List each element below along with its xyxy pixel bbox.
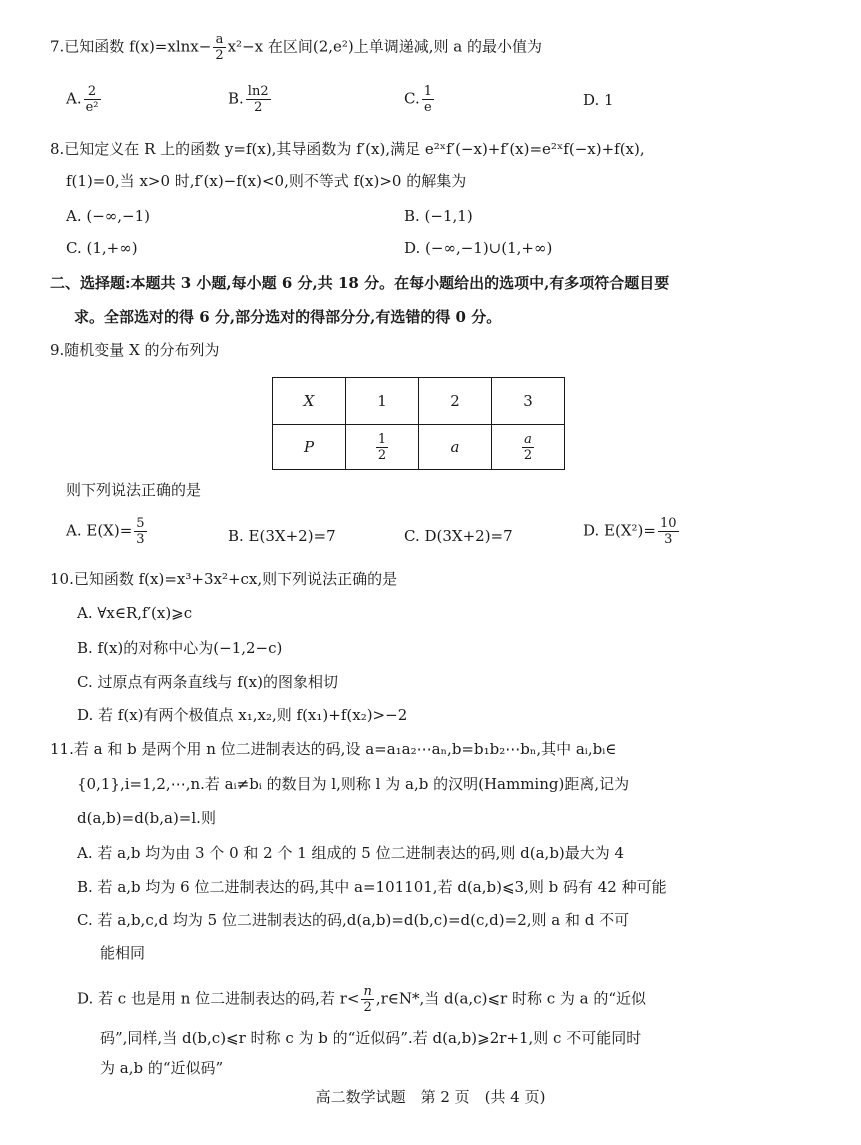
q7-stem-frac-num: a [213,32,225,48]
table-cell-x3: 3 [492,378,565,425]
q8-line1: 8.已知定义在 R 上的函数 y=f(x),其导函数为 f′(x),满足 e²ˣf′(−x)+f′(x)=e²ˣf(−x)+f(x), [50,140,645,158]
q7-option-a [66,84,103,115]
distribution-table [272,377,565,470]
q7-stem-frac-den: 2 [215,48,224,63]
q7-stem-rest: x²−x 在区间(2,e²)上单调递减,则 a 的最小值为 [227,37,543,56]
q7-option-a-num: 2 [84,84,101,100]
q11-option-c-line1: C. 若 a,b,c,d 均为 5 位二进制表达的码,d(a,b)=d(b,c)=d(c,d)=2,则 a 和 d 不可 [77,911,630,929]
table-cell-x2: 2 [419,378,492,425]
q7-option-c [404,84,436,115]
table-cell-p2: a [419,425,492,470]
q7-option-b-fraction [246,84,271,115]
q11-option-b: B. 若 a,b 均为 6 位二进制表达的码,其中 a=101101,若 d(a,b)⩽3,则 b 码有 42 种可能 [77,878,667,896]
q9-after: 则下列说法正确的是 [66,481,202,499]
q7-option-c-den: e [424,100,432,115]
q9-option-d-fraction [658,516,679,547]
q9-option-a-num: 5 [136,516,145,531]
q8-line2: f(1)=0,当 x>0 时,f′(x)−f(x)<0,则不等式 f(x)>0 的解集为 [66,172,467,190]
q9-stem: 9.随机变量 X 的分布列为 [50,341,220,359]
q7-option-a-label: A. [66,89,82,108]
q11-option-d-den: 2 [363,1000,372,1015]
q11-option-d-line1 [77,984,646,1015]
q11-option-d-pre: D. 若 c 也是用 n 位二进制表达的码,若 r< [77,989,360,1008]
q11-option-d-post: ,r∈N*,当 d(a,c)⩽r 时称 c 为 a 的“近似 [375,989,647,1008]
p3-num: a [522,432,534,448]
q9-option-b: B. E(3X+2)=7 [228,527,336,545]
q7-option-b-num: ln2 [247,84,269,99]
table-cell-p-label: P [273,425,346,470]
q7-option-c-fraction [422,84,434,115]
page-footer: 高二数学试题 第 2 页 (共 4 页) [315,1088,546,1106]
q9-option-a-den: 3 [136,532,145,547]
q8-option-c: C. (1,+∞) [66,239,138,257]
q11-option-d-num: n [363,984,372,999]
q11-line2: {0,1},i=1,2,⋯,n.若 aᵢ≠bᵢ 的数目为 l,则称 l 为 a,b 的汉明(Hamming)距离,记为 [77,775,630,793]
q10-option-b: B. f(x)的对称中心为(−1,2−c) [77,639,283,657]
p3-den: 2 [523,447,533,463]
q11-option-a: A. 若 a,b 均为由 3 个 0 和 2 个 1 组成的 5 位二进制表达的码,则 d(a,b)最大为 4 [77,844,625,862]
q7-stem-text: 7.已知函数 f(x)=xlnx− [50,37,212,56]
table-cell-p3 [492,425,565,470]
p1-fraction [376,432,388,463]
q10-option-d: D. 若 f(x)有两个极值点 x₁,x₂,则 f(x₁)+f(x₂)>−2 [77,706,408,724]
q9-option-a [66,516,149,547]
q7-option-a-fraction [84,84,101,115]
q11-option-d-line2: 码”,同样,当 d(b,c)⩽r 时称 c 为 b 的“近似码”.若 d(a,b)⩾2r+1,则 c 不可能同时 [100,1029,642,1047]
q10-stem: 10.已知函数 f(x)=x³+3x²+cx,则下列说法正确的是 [50,570,398,588]
table-row [273,425,565,470]
q7-option-d: D. 1 [583,91,614,109]
q9-option-a-fraction [134,516,146,547]
q8-option-a: A. (−∞,−1) [66,207,151,225]
table-cell-p1 [346,425,419,470]
q9-option-d-den: 3 [664,532,673,547]
table-cell-x1: 1 [346,378,419,425]
q9-option-a-text: A. E(X)= [66,521,133,540]
q11-line3: d(a,b)=d(b,a)=l.则 [77,809,216,827]
q10-option-a: A. ∀x∈R,f′(x)⩾c [77,604,193,622]
q7-stem-fraction [213,32,225,63]
q9-option-c: C. D(3X+2)=7 [404,527,513,545]
q7-option-a-den: e² [85,100,99,115]
q7-option-c-num: 1 [423,84,432,99]
q11-option-c-line2: 能相同 [100,944,146,962]
q9-option-d [583,516,681,547]
q7-option-b-den: 2 [254,100,263,115]
p3-fraction [522,432,534,463]
q7-option-b-label: B. [228,89,244,108]
table-row [273,378,565,425]
section2-heading-line1: 二、选择题:本题共 3 小题,每小题 6 分,共 18 分。在每小题给出的选项中,有多项符合题目要 [50,274,670,292]
p1-den: 2 [377,447,387,463]
q7-stem [50,32,542,63]
table-cell-x-label: X [273,378,346,425]
p1-num: 1 [377,431,387,447]
q9-option-d-num: 10 [659,516,677,531]
q7-option-c-label: C. [404,89,420,108]
section2-heading-line2: 求。全部选对的得 6 分,部分选对的得部分分,有选错的得 0 分。 [74,308,502,326]
q11-option-d-fraction [361,984,373,1015]
q8-option-d: D. (−∞,−1)∪(1,+∞) [404,239,553,257]
q11-option-d-line3: 为 a,b 的“近似码” [100,1059,224,1077]
q10-option-c: C. 过原点有两条直线与 f(x)的图象相切 [77,673,338,691]
q8-option-b: B. (−1,1) [404,207,473,225]
q11-line1: 11.若 a 和 b 是两个用 n 位二进制表达的码,设 a=a₁a₂⋯aₙ,b=b₁b₂⋯bₙ,其中 aᵢ,bᵢ∈ [50,740,617,758]
q9-option-d-text: D. E(X²)= [583,521,656,540]
q7-option-b [228,84,273,115]
